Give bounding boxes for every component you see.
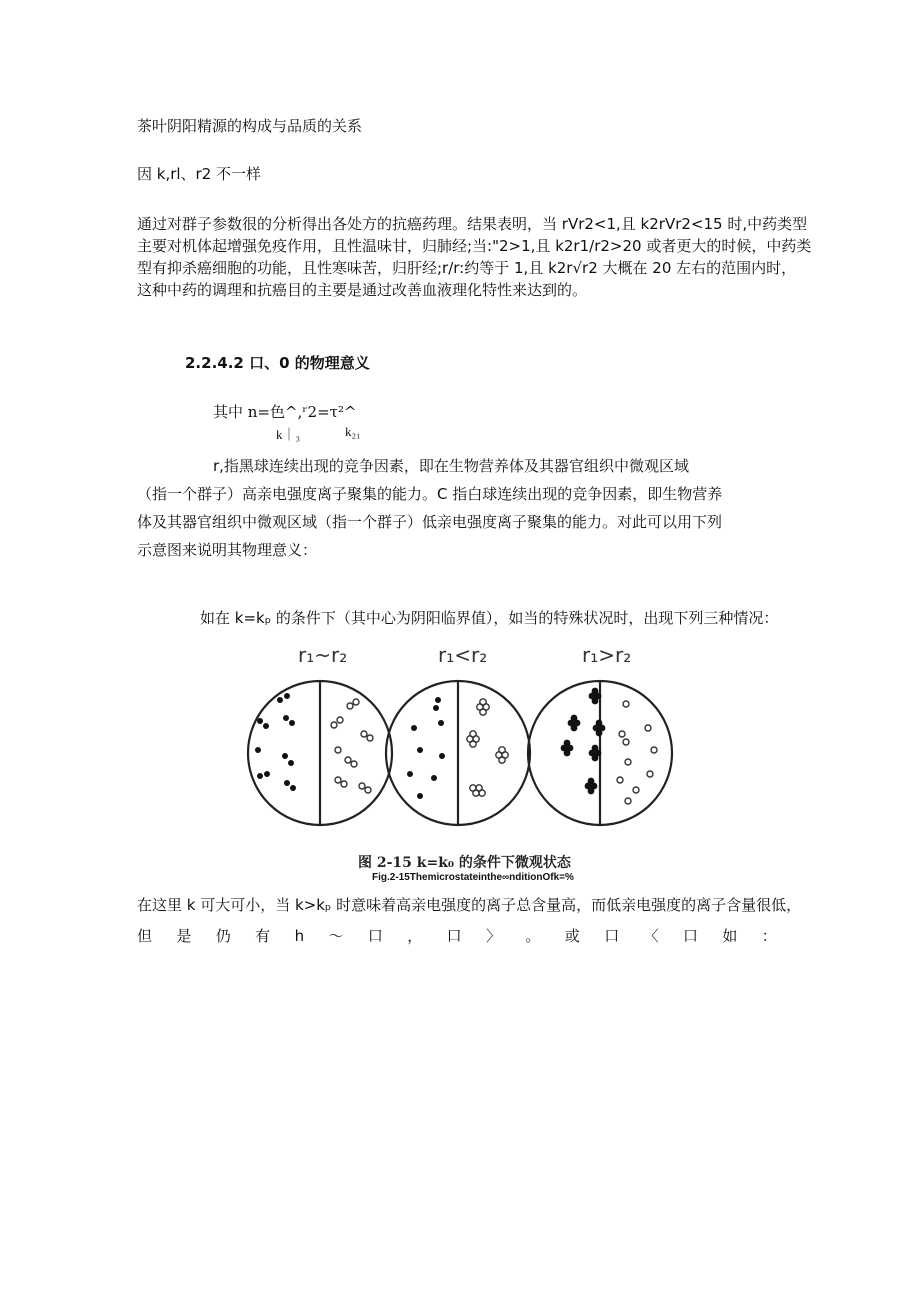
last-line-token: ， [407, 927, 423, 945]
panel-label-1: r₁~r₂ [298, 643, 348, 667]
figure-caption-cn: 图 2-15 k=k₀ 的条件下微观状态 [358, 855, 571, 871]
paragraph-1 [137, 213, 811, 301]
last-line-token: 有 [255, 927, 271, 945]
last-line-token: h [294, 927, 305, 945]
figure-caption-en: Fig.2-15Themicrostateinthe∞nditionOfk=% [372, 872, 574, 883]
paragraph-1-line: 主要对机体起增强免疫作用，且性温味甘，归肺经;当:"2>1,且 k2r1/r2>20 或者更大的时候，中药类 [137, 237, 812, 255]
last-line-token: 〜 [328, 927, 344, 945]
last-line-token: 口 [604, 927, 620, 945]
factor-line: 因 k,rl、r2 不一样 [137, 165, 262, 183]
last-line-token: 口 [682, 927, 698, 945]
paragraph-1-line: 这种中药的调理和抗癌目的主要是通过改善血液理化特性来达到的。 [137, 281, 588, 299]
paragraph-2-line: 示意图来说明其物理意义： [137, 541, 318, 559]
paragraph-2 [137, 452, 722, 564]
last-line-token: 〈 [643, 927, 659, 945]
paragraph-2-line: 体及其器官组织中微观区域（指一个群子）低亲电强度离子聚集的能力。对此可以用下列 [137, 513, 723, 531]
last-line-token: 。 [525, 927, 541, 945]
last-line-token: ： [761, 927, 777, 945]
figure-diagram [230, 638, 700, 828]
last-line-token: 如 [722, 927, 738, 945]
last-line-token: 口 [367, 927, 383, 945]
paragraph-1-line: 通过对群子参数很的分析得出各处方的抗癌药理。结果表明，当 rVr2<1,且 k2rVr2<15 时,中药类型 [137, 215, 808, 233]
formula-subscript-k21: k₂₁ [345, 424, 361, 439]
last-line-token: 〉 [486, 927, 502, 945]
panel-label-3: r₁>r₂ [582, 643, 632, 667]
formula-subscript-k: k｜₃ [276, 427, 301, 442]
last-line-token: 是 [176, 927, 192, 945]
panel-label-2: r₁<r₂ [438, 643, 488, 667]
paragraph-2-line: （指一个群子）高亲电强度离子聚集的能力。C 指白球连续出现的竞争因素，即生物营养 [137, 485, 723, 503]
paragraph-3: 在这里 k 可大可小，当 k>kₚ 时意味着高亲电强度的离子总含量高，而低亲电强度的离子含量很低， [137, 896, 802, 914]
section-heading: 2.2.4.2 口、0 的物理意义 [185, 354, 370, 372]
last-line-token: 但 [137, 927, 153, 945]
last-line [137, 925, 777, 947]
doc-title: 茶叶阴阳精源的构成与品质的关系 [137, 117, 363, 135]
paragraph-1-line: 型有抑杀癌细胞的功能，且性寒味苦，归肝经;r/r:约等于 1,且 k2r√r2 大概在 20 左右的范围内时， [137, 259, 797, 277]
last-line-token: 或 [564, 927, 580, 945]
last-line-token: 口 [446, 927, 462, 945]
paragraph-2-line: r,指黑球连续出现的竞争因素，即在生物营养体及其器官组织中微观区域 [213, 457, 689, 475]
formula-line: 其中 n=色^,ʳ2=τ²^ [213, 403, 357, 421]
last-line-token: 仍 [215, 927, 231, 945]
figure-intro: 如在 k=kₚ 的条件下（其中心为阴阳临界值），如当的特殊状况时，出现下列三种情况： [200, 609, 779, 627]
